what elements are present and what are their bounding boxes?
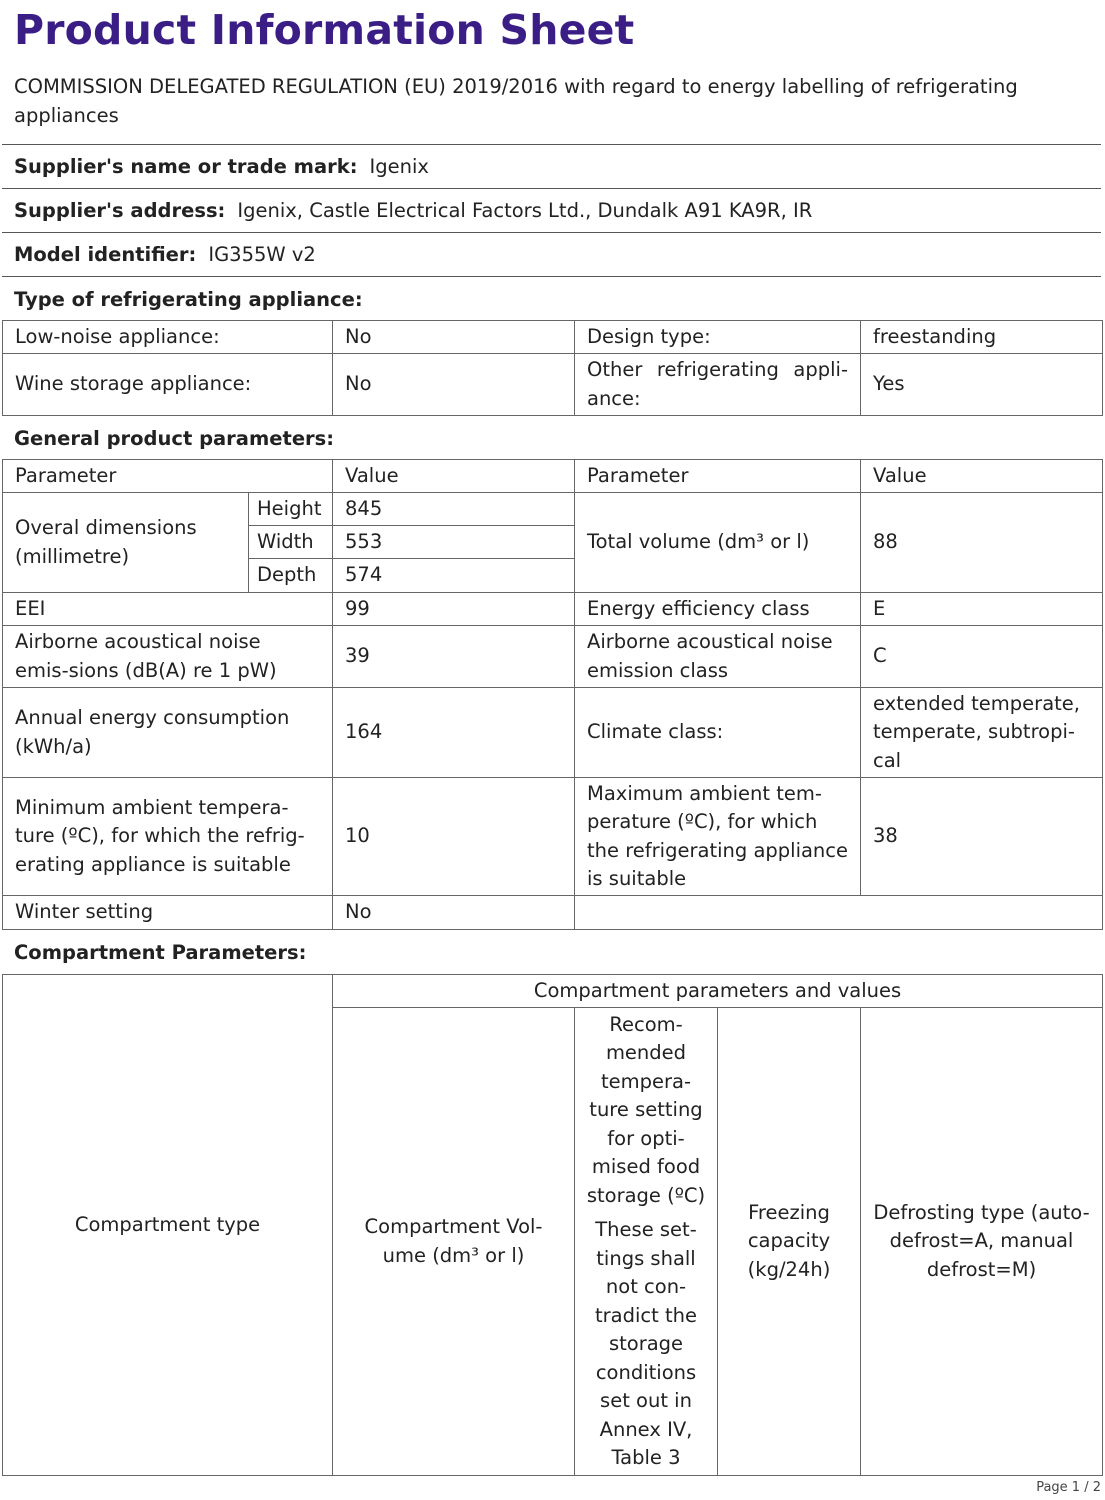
col-parameter-right: Parameter [575, 460, 861, 493]
winter-setting-label: Winter setting [3, 896, 333, 930]
wine-storage-value: No [333, 354, 575, 416]
dimensions-label: Overal dimensions (millimetre) [3, 493, 249, 593]
supplier-address-value: Igenix, Castle Electrical Factors Ltd., Dundalk A91 KA9R, IR [237, 199, 813, 222]
width-value: 553 [333, 526, 575, 559]
design-type-label: Design type: [575, 321, 861, 354]
total-volume-value: 88 [861, 493, 1103, 593]
depth-label: Depth [249, 559, 333, 593]
max-temp-label: Maximum ambient tem-perature (ºC), for which the refrigerating appliance is suitable [575, 778, 861, 896]
energy-class-label: Energy efficiency class [575, 593, 861, 626]
freezing-capacity-label: Freezing capacity (kg/24h) [718, 1008, 861, 1476]
low-noise-label: Low-noise appliance: [3, 321, 333, 354]
compartment-volume-label: Compartment Vol-ume (dm³ or l) [333, 1008, 575, 1476]
width-label: Width [249, 526, 333, 559]
model-label: Model identifier: [14, 243, 197, 266]
appliance-type-heading: Type of refrigerating appliance: [14, 287, 363, 311]
depth-value: 574 [333, 559, 575, 593]
empty-cell [575, 896, 1103, 930]
noise-class-value: C [861, 626, 1103, 688]
winter-setting-value: No [333, 896, 575, 930]
min-temp-value: 10 [333, 778, 575, 896]
defrosting-type-label: Defrosting type (auto-defrost=A, manual defrost=M) [861, 1008, 1103, 1476]
annual-energy-value: 164 [333, 688, 575, 778]
other-appliance-value: Yes [861, 354, 1103, 416]
general-parameters-table [2, 459, 1103, 930]
design-type-value: freestanding [861, 321, 1103, 354]
compartment-type-label: Compartment type [3, 975, 333, 1476]
general-parameters-heading: General product parameters: [14, 426, 335, 450]
total-volume-label: Total volume (dm³ or l) [575, 493, 861, 593]
supplier-name-row [2, 145, 1101, 189]
max-temp-value: 38 [861, 778, 1103, 896]
appliance-type-table [2, 320, 1103, 416]
wine-storage-label: Wine storage appliance: [3, 354, 333, 416]
recommended-temp-note: These set-tings shall not con-tradict the storage conditions set out in Annex IV, Table 3 [595, 1218, 697, 1469]
height-value: 845 [333, 493, 575, 526]
low-noise-value: No [333, 321, 575, 354]
col-value-right: Value [861, 460, 1103, 493]
eei-label: EEI [3, 593, 333, 626]
regulation-text: COMMISSION DELEGATED REGULATION (EU) 2019/2016 with regard to energy labelling of refrigerating appliances [14, 75, 1018, 127]
page-number: Page 1 / 2 [1036, 1480, 1101, 1495]
annual-energy-label: Annual energy consumption (kWh/a) [3, 688, 333, 778]
col-value-left: Value [333, 460, 575, 493]
compartment-group-label: Compartment parameters and values [333, 975, 1103, 1008]
supplier-address-label: Supplier's address: [14, 199, 226, 222]
compartment-parameters-table [2, 974, 1103, 1476]
height-label: Height [249, 493, 333, 526]
eei-value: 99 [333, 593, 575, 626]
climate-class-value: extended temperate, temperate, subtropi-cal [861, 688, 1103, 778]
supplier-name-label: Supplier's name or trade mark: [14, 155, 358, 178]
energy-class-value: E [861, 593, 1103, 626]
model-row [2, 233, 1101, 277]
recommended-temp-cell [575, 1008, 718, 1476]
noise-value: 39 [333, 626, 575, 688]
supplier-address-row [2, 189, 1101, 233]
min-temp-label: Minimum ambient tempera-ture (ºC), for which the refrig-erating appliance is suitable [3, 778, 333, 896]
col-parameter-left: Parameter [3, 460, 333, 493]
noise-label: Airborne acoustical noise emis-sions (dB(A) re 1 pW) [3, 626, 333, 688]
other-appliance-label: Other refrigerating appli-ance: [575, 354, 861, 416]
noise-class-label: Airborne acoustical noise emission class [575, 626, 861, 688]
page-title: Product Information Sheet [14, 6, 635, 54]
model-value: IG355W v2 [208, 243, 316, 266]
supplier-name-value: Igenix [369, 155, 429, 178]
compartment-parameters-heading: Compartment Parameters: [14, 940, 307, 964]
recommended-temp-label: Recom-mended tempera-ture setting for opti-mised food storage (ºC) [586, 1012, 706, 1207]
climate-class-label: Climate class: [575, 688, 861, 778]
